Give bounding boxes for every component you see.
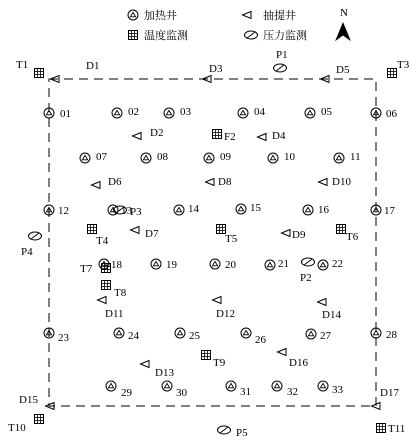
heating-well-label-31: 31: [240, 386, 251, 398]
extraction-well-label-d14: D14: [322, 309, 341, 321]
heating-well-label-32: 32: [287, 386, 298, 398]
heating-well-label-21: 21: [278, 258, 289, 270]
extraction-well-label-d13: D13: [155, 367, 174, 379]
extraction-well-label-d11: D11: [105, 308, 124, 320]
legend-heating-well: [128, 8, 177, 22]
pressure-monitor-label-p3: P3: [130, 206, 142, 218]
temperature-monitor-icon: [388, 69, 397, 78]
extraction-well-icon: [133, 133, 142, 140]
extraction-well-icon: [131, 227, 140, 234]
pressure-monitor-icon: [218, 426, 231, 434]
temperature-monitor-label-f2: F2: [224, 131, 236, 143]
pressure-monitor-icon: [302, 258, 315, 266]
heating-well-label-10: 10: [284, 151, 295, 163]
heating-well-icon: [334, 153, 344, 163]
extraction-well-label-d17: D17: [380, 387, 399, 399]
pressure-monitor-icon: [274, 64, 287, 72]
extraction-well-icon: [98, 297, 107, 304]
heating-well-label-01: 01: [60, 108, 71, 120]
heating-well-icon: [204, 153, 214, 163]
heating-well-icon: [164, 108, 174, 118]
heating-well-icon: [303, 205, 313, 215]
heating-well-icon: [226, 381, 236, 391]
pressure-monitor-icon: [245, 31, 258, 39]
heating-well-label-03: 03: [180, 106, 191, 118]
heating-well-label-05: 05: [321, 106, 332, 118]
extraction-well-label-d16: D16: [289, 357, 308, 369]
well-labels: [8, 49, 410, 439]
heating-well-icon: [306, 329, 316, 339]
heating-well-icon: [162, 381, 172, 391]
legend-pressure-monitoring-label: 压力监测: [263, 29, 307, 42]
extraction-well-label-d1: D1: [86, 60, 100, 72]
heating-well-icon: [318, 260, 328, 270]
temperature-monitor-icon: [213, 130, 222, 139]
heating-well-label-20: 20: [225, 259, 236, 271]
temperature-monitor-label-t10: T10: [8, 422, 26, 434]
heating-well-label-33: 33: [332, 384, 343, 396]
pressure-monitor-label-p1: P1: [276, 49, 288, 61]
extraction-well-label-d5: D5: [336, 64, 350, 76]
heating-well-icon: [236, 204, 246, 214]
heating-well-icon: [128, 10, 138, 20]
extraction-well-icon: [243, 12, 252, 19]
extraction-well-label-d8: D8: [218, 176, 232, 188]
heating-well-label-29: 29: [121, 387, 132, 399]
temperature-monitor-label-t6: T6: [346, 231, 359, 243]
heating-well-label-19: 19: [166, 259, 177, 271]
legend-temperature-monitoring: [129, 28, 189, 42]
extraction-well-label-d9: D9: [292, 229, 306, 241]
heating-well-icon: [272, 381, 282, 391]
temperature-monitor-label-t1: T1: [16, 59, 29, 71]
heating-well-icon: [151, 259, 161, 269]
heating-well-icon: [305, 108, 315, 118]
heating-well-icon: [174, 205, 184, 215]
heating-well-label-26: 26: [255, 334, 266, 346]
heating-well-icon: [241, 328, 251, 338]
heating-well-label-22: 22: [332, 258, 343, 270]
heating-well-label-12: 12: [58, 205, 69, 217]
legend-heating-well-label: 加热井: [144, 9, 177, 22]
heating-well-label-15: 15: [250, 202, 261, 214]
legend-temperature-monitoring-label: 温度监测: [144, 29, 188, 42]
extraction-well-label-d12: D12: [216, 308, 235, 320]
well-symbols: [29, 64, 397, 434]
heating-well-label-30: 30: [176, 387, 187, 399]
extraction-well-icon: [278, 349, 287, 356]
extraction-well-label-d6: D6: [108, 176, 122, 188]
temperature-monitor-icon: [102, 281, 111, 290]
heating-well-label-25: 25: [189, 330, 200, 342]
temperature-monitor-icon: [35, 69, 44, 78]
heating-well-label-04: 04: [254, 106, 265, 118]
extraction-well-icon: [213, 297, 222, 304]
legend-pressure-monitoring: [245, 28, 308, 42]
heating-well-icon: [112, 108, 122, 118]
north-label: N: [340, 7, 348, 19]
temperature-monitor-icon: [202, 351, 211, 360]
heating-well-label-07: 07: [96, 151, 107, 163]
heating-well-icon: [210, 259, 220, 269]
pressure-monitor-label-p4: P4: [21, 246, 33, 258]
heating-well-label-06: 06: [386, 108, 397, 120]
temperature-monitor-icon: [35, 415, 44, 424]
heating-well-icon: [318, 381, 328, 391]
heating-well-label-14: 14: [188, 203, 199, 215]
extraction-well-icon: [206, 179, 215, 186]
temperature-monitor-icon: [337, 225, 346, 234]
heating-well-label-28: 28: [386, 329, 397, 341]
heating-well-label-27: 27: [320, 330, 331, 342]
temperature-monitor-icon: [129, 31, 138, 40]
extraction-well-icon: [258, 134, 267, 141]
north-arrow: [336, 7, 350, 40]
pressure-monitor-icon: [29, 232, 42, 240]
heating-well-icon: [265, 260, 275, 270]
extraction-well-icon: [319, 179, 328, 186]
heating-well-icon: [106, 381, 116, 391]
heating-well-label-17: 17: [384, 205, 395, 217]
heating-well-label-16: 16: [318, 204, 329, 216]
heating-well-icon: [114, 328, 124, 338]
temperature-monitor-label-t9: T9: [213, 357, 226, 369]
temperature-monitor-icon: [377, 424, 386, 433]
extraction-well-icon: [92, 182, 101, 189]
heating-well-icon: [268, 153, 278, 163]
temperature-monitor-label-t4: T4: [96, 235, 109, 247]
legend: [128, 8, 307, 42]
extraction-well-label-d3: D3: [209, 63, 223, 75]
extraction-well-icon: [282, 230, 291, 237]
temperature-monitor-label-t11: T11: [388, 423, 406, 435]
extraction-well-label-d15: D15: [19, 394, 38, 406]
heating-well-icon: [238, 108, 248, 118]
heating-well-label-13: 13: [121, 205, 132, 217]
temperature-monitor-label-t8: T8: [114, 287, 127, 299]
heating-well-label-24: 24: [128, 330, 139, 342]
extraction-well-icon: [141, 361, 150, 368]
extraction-well-label-d7: D7: [145, 228, 159, 240]
legend-extraction-well-label: 抽提井: [263, 9, 296, 22]
temperature-monitor-label-t3: T3: [397, 59, 410, 71]
heating-well-label-02: 02: [128, 106, 139, 118]
extraction-well-label-d4: D4: [272, 130, 286, 142]
heating-well-icon: [141, 153, 151, 163]
extraction-well-icon: [318, 299, 327, 306]
heating-well-label-23: 23: [58, 332, 69, 344]
extraction-well-label-d10: D10: [332, 176, 351, 188]
temperature-monitor-label-t5: T5: [225, 233, 238, 245]
temperature-monitor-label-t7: T7: [80, 263, 93, 275]
heating-well-label-18: 18: [111, 259, 122, 271]
legend-extraction-well: [243, 8, 297, 22]
heating-well-icon: [175, 328, 185, 338]
north-arrow-icon: [336, 23, 350, 40]
heating-well-label-08: 08: [157, 151, 168, 163]
pressure-monitor-label-p5: P5: [236, 427, 248, 439]
heating-well-icon: [80, 153, 90, 163]
temperature-monitor-icon: [88, 225, 97, 234]
heating-well-label-11: 11: [350, 151, 361, 163]
heating-well-label-09: 09: [220, 151, 231, 163]
pressure-monitor-label-p2: P2: [300, 272, 312, 284]
extraction-well-label-d2: D2: [150, 127, 164, 139]
